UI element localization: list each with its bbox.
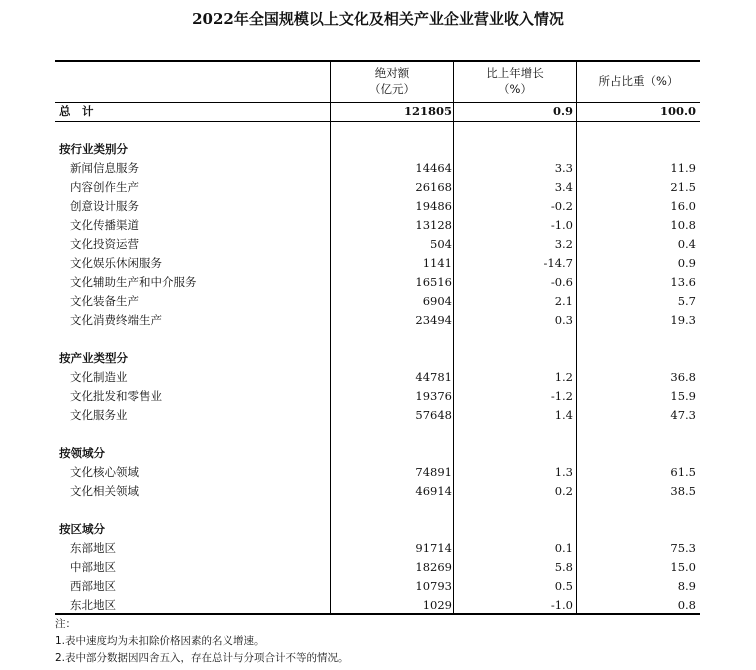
row-share: 0.4 — [677, 237, 696, 251]
row-label: 文化辅助生产和中介服务 — [70, 275, 197, 289]
section-heading: 按区域分 — [59, 522, 105, 536]
table-row — [55, 558, 700, 577]
row-label: 文化相关领域 — [70, 484, 139, 498]
row-share: 47.3 — [670, 408, 696, 422]
row-label: 文化批发和零售业 — [70, 389, 162, 403]
row-amount: 16516 — [415, 275, 452, 289]
header-amount-unit: （亿元） — [369, 82, 415, 96]
section-heading-row — [55, 520, 700, 539]
section-heading: 按行业类别分 — [59, 142, 128, 156]
section-heading-row — [55, 444, 700, 463]
row-growth: 2.1 — [554, 294, 573, 308]
row-label: 创意设计服务 — [70, 199, 139, 213]
row-label: 文化娱乐休闲服务 — [70, 256, 162, 270]
table-row — [55, 254, 700, 273]
table-row — [55, 577, 700, 596]
row-growth: -0.6 — [550, 275, 573, 289]
row-growth: -14.7 — [543, 256, 573, 270]
row-label: 中部地区 — [70, 560, 116, 574]
header-growth — [454, 60, 576, 102]
header-amount-label: 绝对额 — [374, 66, 410, 80]
section-heading: 按领域分 — [59, 446, 105, 460]
footnotes — [55, 616, 349, 667]
table-row — [55, 482, 700, 501]
row-label: 东部地区 — [70, 541, 116, 555]
total-value: 121805 — [403, 104, 452, 118]
row-amount: 44781 — [415, 370, 452, 384]
table-row — [55, 216, 700, 235]
row-label: 文化制造业 — [70, 370, 128, 384]
table-row — [55, 406, 700, 425]
header-share — [577, 60, 700, 102]
table-row — [55, 178, 700, 197]
table-row — [55, 197, 700, 216]
table-row — [55, 292, 700, 311]
row-share: 11.9 — [670, 161, 696, 175]
row-label: 文化投资运营 — [70, 237, 139, 251]
total-growth: 0.9 — [552, 104, 573, 118]
row-share: 0.9 — [677, 256, 696, 270]
row-share: 10.8 — [670, 218, 696, 232]
row-growth: 3.2 — [554, 237, 573, 251]
table-row — [55, 159, 700, 178]
table-row — [55, 596, 700, 615]
total-row — [55, 102, 700, 121]
row-amount: 1141 — [422, 256, 452, 270]
row-share: 61.5 — [670, 465, 696, 479]
row-label: 东北地区 — [70, 598, 116, 612]
row-growth: 1.3 — [554, 465, 573, 479]
row-growth: 0.2 — [554, 484, 573, 498]
header-growth-label: 比上年增长 — [486, 66, 544, 80]
row-amount: 14464 — [415, 161, 452, 175]
row-share: 36.8 — [670, 370, 696, 384]
section-heading: 按产业类型分 — [59, 351, 128, 365]
total-label: 总 计 — [59, 104, 94, 118]
row-share: 15.0 — [670, 560, 696, 574]
row-growth: -1.2 — [550, 389, 573, 403]
row-growth: -0.2 — [550, 199, 573, 213]
row-amount: 10793 — [415, 579, 452, 593]
row-share: 15.9 — [670, 389, 696, 403]
row-growth: 1.2 — [554, 370, 573, 384]
row-share: 16.0 — [670, 199, 696, 213]
row-amount: 91714 — [415, 541, 452, 555]
row-share: 75.3 — [670, 541, 696, 555]
row-share: 38.5 — [670, 484, 696, 498]
row-amount: 6904 — [422, 294, 452, 308]
row-share: 19.3 — [670, 313, 696, 327]
header-share-label: 所占比重（%） — [598, 74, 679, 88]
row-amount: 57648 — [415, 408, 452, 422]
row-amount: 26168 — [415, 180, 452, 194]
table-row — [55, 387, 700, 406]
row-growth: 1.4 — [554, 408, 573, 422]
row-label: 西部地区 — [70, 579, 116, 593]
table-row — [55, 463, 700, 482]
total-rule — [55, 121, 700, 122]
row-label: 内容创作生产 — [70, 180, 139, 194]
row-growth: 0.3 — [554, 313, 573, 327]
row-growth: 3.4 — [554, 180, 573, 194]
row-label: 文化服务业 — [70, 408, 128, 422]
row-amount: 13128 — [415, 218, 452, 232]
row-label: 新闻信息服务 — [70, 161, 139, 175]
row-share: 0.8 — [677, 598, 696, 612]
row-amount: 1029 — [422, 598, 452, 612]
revenue-table — [55, 60, 700, 615]
table-row — [55, 273, 700, 292]
header-amount — [331, 60, 453, 102]
row-growth: 3.3 — [554, 161, 573, 175]
row-growth: 0.1 — [554, 541, 573, 555]
row-label: 文化核心领域 — [70, 465, 139, 479]
row-amount: 18269 — [415, 560, 452, 574]
row-share: 5.7 — [677, 294, 696, 308]
table-row — [55, 368, 700, 387]
row-growth: -1.0 — [550, 598, 573, 612]
row-growth: 5.8 — [554, 560, 573, 574]
row-share: 8.9 — [677, 579, 696, 593]
row-amount: 504 — [430, 237, 452, 251]
row-amount: 74891 — [415, 465, 452, 479]
table-row — [55, 311, 700, 330]
section-heading-row — [55, 140, 700, 159]
row-amount: 23494 — [415, 313, 452, 327]
row-growth: 0.5 — [554, 579, 573, 593]
table-row — [55, 235, 700, 254]
row-amount: 19376 — [415, 389, 452, 403]
row-label: 文化传播渠道 — [70, 218, 139, 232]
footnote-item: 1.表中速度均为未扣除价格因素的名义增速。 — [55, 635, 265, 647]
row-amount: 19486 — [415, 199, 452, 213]
table-row — [55, 539, 700, 558]
row-amount: 46914 — [415, 484, 452, 498]
section-heading-row — [55, 349, 700, 368]
total-share: 100.0 — [659, 104, 696, 118]
row-share: 13.6 — [670, 275, 696, 289]
header-growth-unit: （%） — [498, 82, 532, 96]
row-label: 文化装备生产 — [70, 294, 139, 308]
footnote-title: 注： — [55, 618, 76, 630]
row-label: 文化消费终端生产 — [70, 313, 162, 327]
row-share: 21.5 — [670, 180, 696, 194]
row-growth: -1.0 — [550, 218, 573, 232]
footnote-item: 2.表中部分数据因四舍五入，存在总计与分项合计不等的情况。 — [55, 652, 349, 664]
page-title: 2022年全国规模以上文化及相关产业企业营业收入情况 — [192, 10, 564, 28]
